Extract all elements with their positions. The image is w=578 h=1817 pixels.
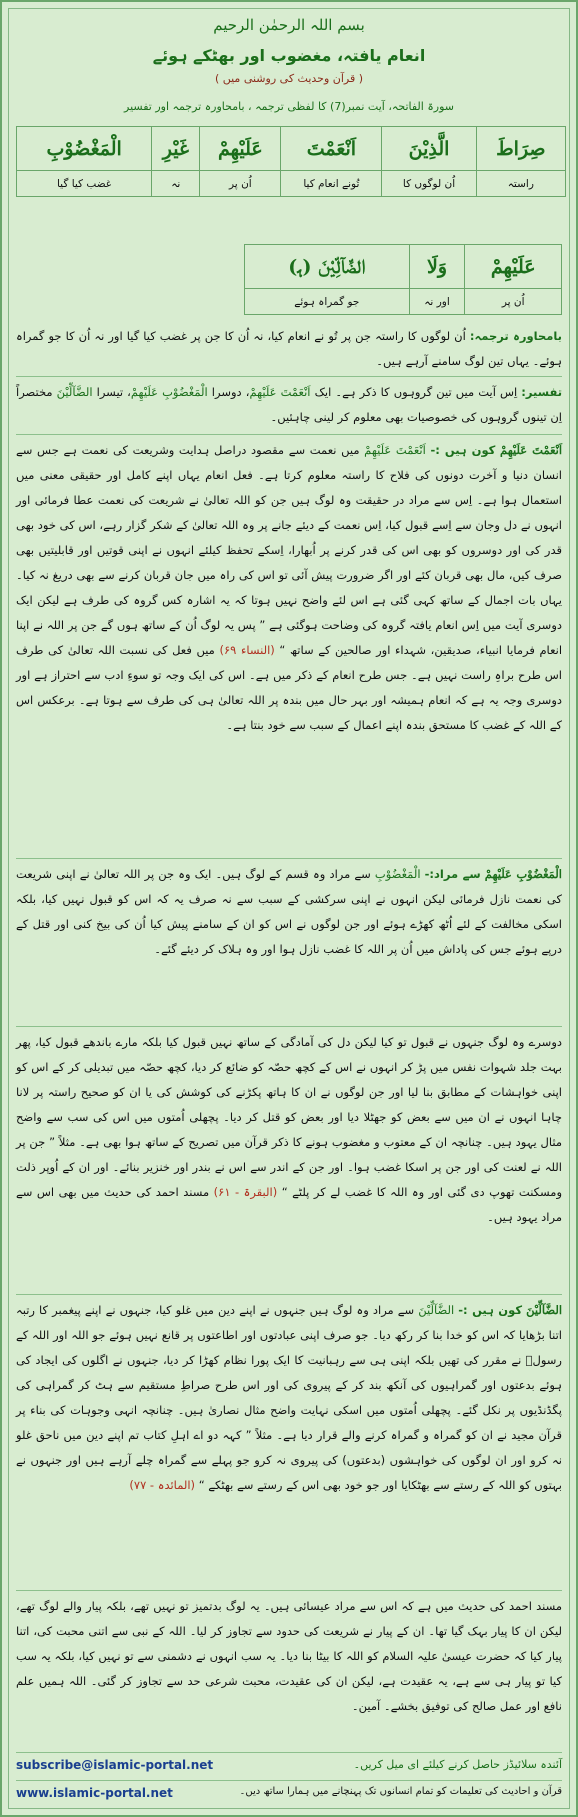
tafseer-label: تفسیر: xyxy=(521,385,563,399)
section-heading: سے مراد:- xyxy=(424,867,481,881)
subscribe-email-link[interactable]: subscribe@islamic-portal.net xyxy=(16,1758,214,1772)
tafseer-text: اِس آیت میں تین گروہوں کا ذکر ہے۔ ایک xyxy=(314,385,518,399)
arabic-phrase: الضَّآلِّيْنَ xyxy=(418,1303,455,1317)
page-subtitle: ( قرآن وحدیث کی روشنی میں ) xyxy=(214,72,364,85)
section-maghdoob xyxy=(16,862,562,962)
arabic-word: الَّذِيْنَ xyxy=(382,127,476,171)
word-by-word-table-2 xyxy=(244,244,562,315)
page-title: انعام یافتہ، مغضوب اور بھٹکے ہوئے xyxy=(152,46,426,65)
arabic-phrase: الضَّآلِّيْنَ xyxy=(56,385,93,399)
word-by-word-table-1 xyxy=(16,126,566,197)
section-conclusion xyxy=(16,1594,562,1719)
divider xyxy=(16,434,562,435)
bismillah-heading: بسم اللہ الرحمٰن الرحیم xyxy=(213,16,365,34)
urdu-meaning: غضب کیا گیا xyxy=(17,171,152,197)
tafseer-text: ، تیسرا xyxy=(96,385,131,399)
website-link[interactable]: www.islamic-portal.net xyxy=(16,1786,173,1800)
arabic-word: عَلَيْهِمْ xyxy=(200,127,281,171)
section-text: سے مراد وہ لوگ ہیں جنہوں نے اپنے دین میں غلو کیا، جنہوں نے اپنے پیغمبر کا رتبہ اتنا بڑھایا کہ اس کو خدا بنا کر رکھ دیا۔ جو صرف اپنی عبادتوں اور اطاعتوں پر قانع نہیں ہوئے جو اللہ اور اللہ کے رسولؐ نے مقرر کی تھیں بلکہ اپنی ہی سے رہبانیت کا ایک پورا نظام کھڑا کر دیا، جنہوں نے اگلوں کی ایجاد کی ہوئے بدعتوں اور گمراہیوں کی آنکھ بند کر کے پیروی کی اور اس طرح صراطِ مستقیم سے ہٹ کر گمراہی کی پگڈنڈیوں پر نکل گئے۔ پچھلی اُمتوں میں اسکی نہایت واضح مثال نصاریٰ ہیں۔ چنانچہ انہی وجوہات کی بناء پر قرآن مجید نے ان کو گمراہ و گمراہ کرنے والے قرار دیا ہے۔ مثلاً ” کہہ دو اے اہلِ کتاب تم اپنے دین میں ناحق غلو نہ کرو اور ان لوگوں کی خواہشوں (بدعتوں) کی پیروی نہ کرو جو پہلے سے گمراہ چلے آرہے ہیں اور جنہوں نے بہتوں کو اللہ کے رستے سے بھٹکایا اور جو خود بھی اس کے رستے سے بھٹکے “ xyxy=(16,1303,562,1492)
arabic-word: اَنْعَمْتَ xyxy=(281,127,382,171)
divider xyxy=(16,1752,562,1753)
footer-website-row xyxy=(16,1784,562,1806)
urdu-meaning: اور نہ xyxy=(409,289,465,315)
divider xyxy=(16,376,562,377)
arabic-row xyxy=(17,127,566,171)
urdu-meaning: جو گمراہ ہوئے xyxy=(245,289,410,315)
section-text: دوسرے وہ لوگ جنہوں نے قبول تو کیا لیکن دل کی آمادگی کے ساتھ نہیں قبول کیا بلکہ مارے باندھے قبول کیا، پھر بہت جلد شہوات نفس میں پڑ کر انہوں نے اس کے کچھ حصّہ کو ضائع کر دیا، کچھ حصّہ میں تبدیلی کر کے اس کو اپنی خواہشات کے مطابق بنا لیا اور جن لوگوں نے ان کا ہاتھ پکڑنے کی کوشش کی یا ان کو صحیح راستہ پر لانا چاہا انہوں نے ان میں سے بعض کو جھٹلا دیا اور بعض کو قتل کر دیا۔ پچھلی اُمتوں میں اس کی سب سے واضح مثال یہود ہیں۔ چنانچہ ان کے معتوب و مغضوب ہونے کا ذکر قرآن میں تصریح کے ساتھ ہوا بھی ہے۔ مثلاً ” جن پر اللہ نے لعنت کی اور جن پر اسکا غضب ہوا۔ اور جن کے اندر سے اس نے بندر اور خنزیر بنائے۔ اور ان کے اُوپر ذلت ومسکنت تھوپ دی گئی اور وہ اللہ کا غضب لے کر پلٹے “ xyxy=(16,1035,562,1199)
section-text: مسند احمد کی حدیث میں بھی اس سے مراد یہود ہیں۔ xyxy=(16,1185,562,1224)
section-text: سے مراد وہ قسم کے لوگ ہیں۔ ایک وہ جن پر اللہ تعالیٰ نے اپنی شریعت کی نعمت نازل فرمائی لیکن انہوں نے اپنی سرکشی کے سبب سے نہ صرف یہ کہ اس کو قبول نہیں کیا، بلکہ اسکی مخالفت کے لئے اُٹھ کھڑے ہوئے اور جن لوگوں نے اس کو ان کے سامنے پیش کیا اُن کی بیخ کنی اور قتل کے درپے ہوئے جس کی پاداش میں اُن پر اللہ کا غضب نازل ہوا اور وہ ہلاک کر دیئے گئے۔ xyxy=(16,867,562,956)
arabic-phrase: اَنْعَمْتَ عَلَيْهِمْ xyxy=(364,443,426,457)
arabic-word: الْمَغْضُوْبِ xyxy=(17,127,152,171)
divider xyxy=(16,858,562,859)
arabic-row xyxy=(245,245,562,289)
urdu-meaning: اُن پر xyxy=(200,171,281,197)
translation-label: بامحاورہ ترجمہ: xyxy=(469,329,563,343)
arabic-word: الضَّآلِّيْنَ (ﮨ) xyxy=(245,245,410,289)
surah-reference: سورۃ الفاتحہ، آیت نمبر(7) کا لفظی ترجمہ ، بامحاورہ ترجمہ اور تفسیر xyxy=(124,100,454,113)
translation-text: اُن لوگوں کا راستہ جن پر تُو نے انعام کیا، نہ اُن کا جن پر غضب کیا گیا اور نہ اُن کا جو گمراہ ہوئے۔ یہاں تین لوگ سامنے آرہے ہیں۔ xyxy=(16,329,562,368)
urdu-meaning: تُونے انعام کیا xyxy=(281,171,382,197)
arabic-word: صِرَاطَ xyxy=(476,127,565,171)
quran-reference: (المائدہ - ۷۷) xyxy=(129,1478,196,1492)
section-heading: کون ہیں :- xyxy=(458,1303,523,1317)
website-note: قرآن و احادیث کی تعلیمات کو تمام انسانوں تک پہنچانے میں ہمارا ساتھ دیں۔ xyxy=(239,1786,562,1797)
tafseer-intro xyxy=(16,380,562,430)
subscribe-note: آئندہ سلائیڈز حاصل کرنے کیلئے ای میل کریں۔ xyxy=(353,1758,562,1771)
urdu-meaning: راستہ xyxy=(476,171,565,197)
divider xyxy=(16,1590,562,1591)
divider xyxy=(16,1780,562,1781)
translation-paragraph xyxy=(16,324,562,374)
section-maghdoob-2 xyxy=(16,1030,562,1230)
tafseer-text: مختصراً اِن تینوں گروہوں کی خصوصیات بھی معلوم کر لینی چاہئیں۔ xyxy=(16,385,562,424)
section-heading-arabic: الضَّآلِّيْنَ xyxy=(526,1303,563,1317)
arabic-phrase: الْمَغْضُوْبِ عَلَيْهِمْ xyxy=(130,385,208,399)
section-anamta xyxy=(16,438,562,738)
section-heading-arabic: الْمَغْضُوْبِ عَلَيْهِمْ xyxy=(484,867,562,881)
quran-reference: (النساء ۶۹) xyxy=(219,643,275,657)
arabic-word: وَلَا xyxy=(409,245,465,289)
urdu-row xyxy=(17,171,566,197)
section-text: مسند احمد کی حدیث میں ہے کہ اس سے مراد عیسائی ہیں۔ یہ لوگ بدتمیز تو نہیں تھے، بلکہ پیار والے لوگ تھے، لیکن ان کا پیار بہک گیا تھا۔ ان کے پیار نے شریعت کی حدود سے تجاوز کر لیا۔ اللہ کے نبی سے اتنی محبت کی، اتنا پیار کیا کہ حضرت عیسیٰ علیہ السلام کو اللہ کا بیٹا بنا دیا۔ یہ سب انہوں نے دشمنی سے تو نہیں کیا، بلکہ یہ سب کیا تو پیار ہی سے ہے، یہ عقیدت ہے، لیکن ان کی عقیدت، محبت شرعی حد سے تجاوز کر گئی۔ اللہ ہمیں علم نافع اور عمل صالح کی توفیق بخشے۔ آمین۔ xyxy=(16,1599,562,1713)
section-text: میں فعل کی نسبت اللہ تعالیٰ کی طرف اس طرح براہِ راست نہیں ہے۔ جس طرح انعام کے ذکر میں ہے۔ اس کی ایک وجہ تو سوءِ ادب سے احتراز ہے اور دوسری وجہ یہ ہے کہ انعام ہمیشہ اور بہر حال میں بندہ پر اللہ تعالیٰ ہی کی طرف سے ہوتا ہے۔ برعکس اس کے اللہ کے غضب کا مستحق بندہ اپنے اعمال کے سبب سے خود بنتا ہے۔ xyxy=(16,643,562,732)
section-heading-arabic: اَنْعَمْتَ عَلَيْهِمْ xyxy=(500,443,563,457)
quran-reference: (البقرۃ - ۶۱) xyxy=(213,1185,278,1199)
arabic-phrase: اَنْعَمْتَ عَلَيْهِمْ xyxy=(249,385,311,399)
urdu-meaning: اُن پر xyxy=(465,289,562,315)
section-heading: کون ہیں :- xyxy=(430,443,496,457)
arabic-word: غَيْرِ xyxy=(152,127,200,171)
urdu-row xyxy=(245,289,562,315)
urdu-meaning: نہ xyxy=(152,171,200,197)
section-daalleen xyxy=(16,1298,562,1498)
divider xyxy=(16,1026,562,1027)
divider xyxy=(16,1294,562,1295)
arabic-phrase: الْمَغْضُوْبِ xyxy=(374,867,421,881)
arabic-word: عَلَيْهِمْ xyxy=(465,245,562,289)
urdu-meaning: اُن لوگوں کا xyxy=(382,171,476,197)
footer-email-row xyxy=(16,1756,562,1778)
section-text: میں نعمت سے مقصود دراصل ہدایت وشریعت کی نعمت ہے جس سے انسان دنیا و آخرت دونوں کی فلاح کا راستہ معلوم کرتا ہے۔ فعل انعام یہاں اپنے کامل اور حقیقی معنی میں استعمال ہوا ہے۔ اِس سے مراد در حقیقت وہ لوگ ہیں جن کو اللہ تعالیٰ نے شریعت کی نعمت عطا فرمائی اور انہوں نے دل وجان سے اِسے قبول کیا، اِس نعمت کے دیئے جانے پر وہ اللہ تعالیٰ کے شکر گزار رہے، اس کی خود بھی قدر کی اور دوسروں کو بھی اس کی قدر کرنے پر اُبھارا، اِسکے تحفظ کیلئے انہوں نے اپنی قوتیں اور قابلیتیں بھی صرف کیں، مال بھی قربان کئے اور اگر ضرورت پیش آئی تو اس کی راہ میں جان قربان کرنے سے بھی دریغ نہ کیا۔ یہاں بات اجمال کے ساتھ کہی گئی ہے اس لئے واضح نہیں ہوتا کہ یہ اشارہ کس گروہ کی طرف ہے لیکن ایک دوسری آیت میں اِس انعام یافتہ گروہ کی وضاحت ہوگئی ہے ” پس یہ لوگ اُن کے ساتھ ہوں گے جن پر اللہ نے اپنا انعام فرمایا انبیاء، صدیقین، شہداء اور صالحین کے ساتھ “ xyxy=(16,443,563,657)
tafseer-text: ، دوسرا xyxy=(211,385,250,399)
